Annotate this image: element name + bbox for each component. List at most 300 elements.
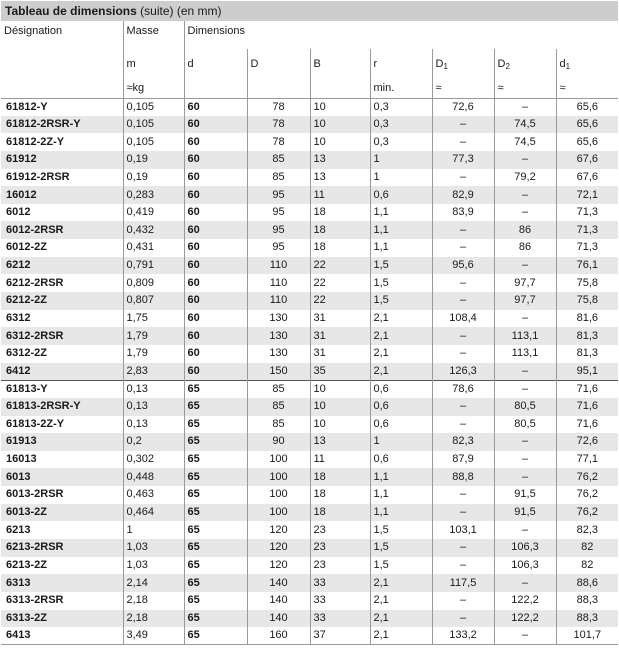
cell-D: 140 <box>247 574 310 592</box>
cell-D: 95 <box>247 239 310 257</box>
cell-r: 1,1 <box>370 504 432 522</box>
cell-B: 37 <box>310 627 370 645</box>
cell-D1: 72,6 <box>432 98 494 116</box>
cell-D1: – <box>432 539 494 557</box>
dimensions-table <box>1 21 618 645</box>
cell-d1: 101,7 <box>556 627 618 645</box>
cell-B: 31 <box>310 345 370 363</box>
cell-r: 2,1 <box>370 574 432 592</box>
cell-D2: – <box>494 574 556 592</box>
cell-masse: 0,105 <box>123 116 184 134</box>
cell-D: 85 <box>247 380 310 398</box>
cell-D1: – <box>432 274 494 292</box>
cell-D: 120 <box>247 557 310 575</box>
cell-B: 18 <box>310 468 370 486</box>
cell-d: 65 <box>184 627 247 645</box>
cell-d1: 76,2 <box>556 486 618 504</box>
cell-D: 78 <box>247 133 310 151</box>
table-row <box>1 327 618 345</box>
cell-D2: 97,7 <box>494 274 556 292</box>
cell-B: 23 <box>310 521 370 539</box>
cell-D: 100 <box>247 486 310 504</box>
cell-r: 2,1 <box>370 345 432 363</box>
table-row <box>1 292 618 310</box>
cell-B: 10 <box>310 380 370 398</box>
cell-B: 33 <box>310 610 370 628</box>
cell-D1: – <box>432 292 494 310</box>
cell-d1: 71,3 <box>556 221 618 239</box>
cell-d1: 81,6 <box>556 310 618 328</box>
table-row <box>1 486 618 504</box>
cell-D2: 86 <box>494 239 556 257</box>
cell-d: 60 <box>184 363 247 381</box>
cell-d: 65 <box>184 486 247 504</box>
cell-r: 1,5 <box>370 557 432 575</box>
header-D2-main: D <box>497 58 506 70</box>
cell-D1: – <box>432 239 494 257</box>
cell-masse: 0,419 <box>123 204 184 222</box>
cell-masse: 0,19 <box>123 151 184 169</box>
header-row-1 <box>1 21 618 49</box>
cell-masse: 2,83 <box>123 363 184 381</box>
cell-r: 0,3 <box>370 133 432 151</box>
cell-designation: 6013-2Z <box>1 504 123 522</box>
cell-d1: 71,3 <box>556 204 618 222</box>
cell-d: 60 <box>184 274 247 292</box>
table-row <box>1 133 618 151</box>
cell-D1: 83,9 <box>432 204 494 222</box>
cell-d1: 88,3 <box>556 610 618 628</box>
table-row <box>1 521 618 539</box>
header-d1-main: d <box>559 58 566 70</box>
cell-D1: – <box>432 592 494 610</box>
table-row <box>1 398 618 416</box>
cell-masse: 0,283 <box>123 186 184 204</box>
cell-masse: 1,03 <box>123 539 184 557</box>
header-D2-approx: ≈ <box>494 79 556 98</box>
cell-D2: – <box>494 310 556 328</box>
cell-D1: 77,3 <box>432 151 494 169</box>
cell-designation: 6312-2RSR <box>1 327 123 345</box>
cell-d1: 82 <box>556 539 618 557</box>
cell-D1: 82,3 <box>432 433 494 451</box>
cell-B: 35 <box>310 363 370 381</box>
cell-D2: 91,5 <box>494 486 556 504</box>
cell-masse: 0,19 <box>123 169 184 187</box>
cell-B: 10 <box>310 133 370 151</box>
cell-D2: 74,5 <box>494 133 556 151</box>
cell-r: 0,6 <box>370 398 432 416</box>
cell-B: 22 <box>310 292 370 310</box>
cell-D1: 88,8 <box>432 468 494 486</box>
cell-designation: 61912-2RSR <box>1 169 123 187</box>
cell-designation: 6013-2RSR <box>1 486 123 504</box>
cell-D2: – <box>494 204 556 222</box>
cell-d: 65 <box>184 521 247 539</box>
cell-D: 110 <box>247 292 310 310</box>
table-row <box>1 116 618 134</box>
cell-D: 110 <box>247 257 310 275</box>
cell-B: 31 <box>310 310 370 328</box>
cell-B: 18 <box>310 239 370 257</box>
cell-masse: 0,2 <box>123 433 184 451</box>
cell-d1: 75,8 <box>556 292 618 310</box>
cell-D1: 133,2 <box>432 627 494 645</box>
cell-d: 65 <box>184 451 247 469</box>
cell-d1: 88,6 <box>556 574 618 592</box>
cell-D2: 80,5 <box>494 416 556 434</box>
cell-r: 1 <box>370 433 432 451</box>
table-row <box>1 610 618 628</box>
cell-D2: 122,2 <box>494 610 556 628</box>
cell-d1: 65,6 <box>556 133 618 151</box>
cell-B: 33 <box>310 592 370 610</box>
cell-d: 65 <box>184 592 247 610</box>
cell-d: 65 <box>184 504 247 522</box>
cell-D1: 78,6 <box>432 380 494 398</box>
cell-D1: 108,4 <box>432 310 494 328</box>
cell-d: 65 <box>184 539 247 557</box>
cell-r: 1 <box>370 151 432 169</box>
cell-d: 65 <box>184 416 247 434</box>
cell-B: 13 <box>310 433 370 451</box>
cell-designation: 16013 <box>1 451 123 469</box>
cell-d: 60 <box>184 169 247 187</box>
cell-d: 65 <box>184 610 247 628</box>
header-r: r <box>370 49 432 79</box>
cell-r: 0,6 <box>370 186 432 204</box>
cell-D2: – <box>494 98 556 116</box>
cell-masse: 0,463 <box>123 486 184 504</box>
table-row <box>1 169 618 187</box>
header-designation: Désignation <box>1 21 123 49</box>
cell-masse: 1 <box>123 521 184 539</box>
cell-masse: 0,13 <box>123 416 184 434</box>
cell-d1: 75,8 <box>556 274 618 292</box>
cell-r: 0,6 <box>370 451 432 469</box>
cell-d: 60 <box>184 204 247 222</box>
cell-masse: 0,302 <box>123 451 184 469</box>
cell-designation: 6212-2Z <box>1 292 123 310</box>
cell-D2: – <box>494 151 556 169</box>
cell-r: 0,6 <box>370 380 432 398</box>
cell-D1: – <box>432 398 494 416</box>
cell-designation: 6013 <box>1 468 123 486</box>
cell-D1: 87,9 <box>432 451 494 469</box>
cell-D1: 117,5 <box>432 574 494 592</box>
cell-D2: 79,2 <box>494 169 556 187</box>
cell-B: 11 <box>310 186 370 204</box>
header-D1-main: D <box>435 58 444 70</box>
header-d1 <box>556 49 618 79</box>
cell-d: 65 <box>184 574 247 592</box>
cell-D: 100 <box>247 468 310 486</box>
cell-masse: 0,791 <box>123 257 184 275</box>
table-row <box>1 539 618 557</box>
cell-designation: 61813-Y <box>1 380 123 398</box>
cell-d1: 82 <box>556 557 618 575</box>
cell-D1: 103,1 <box>432 521 494 539</box>
cell-designation: 61913 <box>1 433 123 451</box>
cell-D1: – <box>432 557 494 575</box>
cell-D2: 80,5 <box>494 398 556 416</box>
cell-masse: 2,14 <box>123 574 184 592</box>
cell-r: 1,5 <box>370 292 432 310</box>
cell-designation: 6413 <box>1 627 123 645</box>
cell-d1: 81,3 <box>556 327 618 345</box>
cell-d: 65 <box>184 557 247 575</box>
table-row <box>1 239 618 257</box>
table-row <box>1 451 618 469</box>
cell-B: 10 <box>310 98 370 116</box>
table-row <box>1 380 618 398</box>
cell-D1: – <box>432 221 494 239</box>
table-row <box>1 257 618 275</box>
cell-r: 0,6 <box>370 416 432 434</box>
cell-d1: 67,6 <box>556 151 618 169</box>
cell-D: 95 <box>247 221 310 239</box>
header-d1-sub: 1 <box>565 62 571 71</box>
cell-D: 85 <box>247 398 310 416</box>
cell-designation: 6012-2RSR <box>1 221 123 239</box>
cell-B: 10 <box>310 116 370 134</box>
cell-d: 65 <box>184 398 247 416</box>
table-title-rest: (suite) (en mm) <box>136 4 222 18</box>
header-D: D <box>247 49 310 79</box>
cell-designation: 61812-2Z-Y <box>1 133 123 151</box>
cell-D: 85 <box>247 151 310 169</box>
header-row-3 <box>1 79 618 98</box>
cell-D1: – <box>432 169 494 187</box>
header-m: m <box>123 49 184 79</box>
cell-r: 2,1 <box>370 327 432 345</box>
cell-designation: 16012 <box>1 186 123 204</box>
cell-D: 140 <box>247 592 310 610</box>
cell-D: 100 <box>247 504 310 522</box>
cell-r: 0,3 <box>370 116 432 134</box>
cell-B: 18 <box>310 221 370 239</box>
cell-B: 10 <box>310 416 370 434</box>
cell-r: 1,1 <box>370 468 432 486</box>
cell-D2: 74,5 <box>494 116 556 134</box>
cell-B: 18 <box>310 504 370 522</box>
cell-d: 60 <box>184 257 247 275</box>
cell-D2: – <box>494 380 556 398</box>
cell-masse: 0,105 <box>123 98 184 116</box>
cell-D2: 106,3 <box>494 539 556 557</box>
cell-D: 100 <box>247 451 310 469</box>
header-r-min: min. <box>370 79 432 98</box>
cell-d: 65 <box>184 433 247 451</box>
cell-d: 60 <box>184 98 247 116</box>
cell-masse: 0,448 <box>123 468 184 486</box>
cell-d1: 65,6 <box>556 116 618 134</box>
cell-d1: 71,6 <box>556 380 618 398</box>
cell-d1: 81,3 <box>556 345 618 363</box>
cell-d1: 67,6 <box>556 169 618 187</box>
cell-D2: – <box>494 468 556 486</box>
cell-D1: 95,6 <box>432 257 494 275</box>
header-B: B <box>310 49 370 79</box>
cell-D: 85 <box>247 169 310 187</box>
cell-masse: 0,464 <box>123 504 184 522</box>
table-row <box>1 363 618 381</box>
table-row <box>1 221 618 239</box>
cell-d: 60 <box>184 186 247 204</box>
cell-D2: 97,7 <box>494 292 556 310</box>
cell-r: 2,1 <box>370 363 432 381</box>
table-row <box>1 416 618 434</box>
cell-r: 1,1 <box>370 486 432 504</box>
cell-masse: 0,105 <box>123 133 184 151</box>
cell-r: 1,5 <box>370 274 432 292</box>
cell-D: 140 <box>247 610 310 628</box>
cell-designation: 6012-2Z <box>1 239 123 257</box>
cell-D2: – <box>494 257 556 275</box>
cell-d1: 65,6 <box>556 98 618 116</box>
cell-designation: 6312-2Z <box>1 345 123 363</box>
header-D1-approx: ≈ <box>432 79 494 98</box>
dimensions-table-panel <box>1 1 618 645</box>
table-row <box>1 345 618 363</box>
cell-B: 11 <box>310 451 370 469</box>
cell-designation: 6213-2Z <box>1 557 123 575</box>
header-d: d <box>184 49 247 79</box>
cell-d1: 72,1 <box>556 186 618 204</box>
cell-D1: – <box>432 345 494 363</box>
cell-d1: 76,1 <box>556 257 618 275</box>
cell-r: 2,1 <box>370 610 432 628</box>
cell-D: 130 <box>247 310 310 328</box>
cell-designation: 6212-2RSR <box>1 274 123 292</box>
table-row <box>1 592 618 610</box>
cell-D1: – <box>432 133 494 151</box>
cell-d: 60 <box>184 292 247 310</box>
cell-D2: – <box>494 186 556 204</box>
header-d1-approx: ≈ <box>556 79 618 98</box>
cell-designation: 6412 <box>1 363 123 381</box>
cell-B: 23 <box>310 557 370 575</box>
header-B-unit <box>310 79 370 98</box>
header-d-unit <box>184 79 247 98</box>
cell-D: 85 <box>247 416 310 434</box>
cell-d1: 88,3 <box>556 592 618 610</box>
cell-D2: 122,2 <box>494 592 556 610</box>
cell-d: 60 <box>184 133 247 151</box>
cell-D2: 86 <box>494 221 556 239</box>
cell-B: 18 <box>310 204 370 222</box>
cell-d1: 82,3 <box>556 521 618 539</box>
cell-d1: 71,6 <box>556 416 618 434</box>
cell-B: 13 <box>310 151 370 169</box>
cell-r: 1 <box>370 169 432 187</box>
cell-D1: 82,9 <box>432 186 494 204</box>
cell-designation: 6012 <box>1 204 123 222</box>
cell-r: 1,1 <box>370 239 432 257</box>
cell-r: 1,5 <box>370 521 432 539</box>
cell-D: 95 <box>247 204 310 222</box>
cell-masse: 1,03 <box>123 557 184 575</box>
cell-D2: – <box>494 521 556 539</box>
cell-designation: 61813-2Z-Y <box>1 416 123 434</box>
header-D1 <box>432 49 494 79</box>
cell-r: 0,3 <box>370 98 432 116</box>
cell-D1: – <box>432 486 494 504</box>
cell-D: 95 <box>247 186 310 204</box>
cell-masse: 0,807 <box>123 292 184 310</box>
cell-D2: 113,1 <box>494 327 556 345</box>
cell-D: 120 <box>247 521 310 539</box>
table-row <box>1 274 618 292</box>
table-row <box>1 468 618 486</box>
table-body <box>1 98 618 645</box>
cell-D: 78 <box>247 116 310 134</box>
header-dimensions: Dimensions <box>184 21 618 49</box>
cell-D: 130 <box>247 345 310 363</box>
cell-D2: – <box>494 363 556 381</box>
header-masse: Masse <box>123 21 184 49</box>
cell-B: 23 <box>310 539 370 557</box>
cell-D1: – <box>432 327 494 345</box>
cell-masse: 0,809 <box>123 274 184 292</box>
cell-masse: 1,79 <box>123 345 184 363</box>
cell-masse: 1,79 <box>123 327 184 345</box>
cell-masse: 2,18 <box>123 592 184 610</box>
cell-B: 22 <box>310 274 370 292</box>
cell-masse: 3,49 <box>123 627 184 645</box>
cell-r: 2,1 <box>370 592 432 610</box>
cell-d: 65 <box>184 380 247 398</box>
cell-D1: – <box>432 116 494 134</box>
cell-d1: 72,6 <box>556 433 618 451</box>
table-row <box>1 186 618 204</box>
table-row <box>1 151 618 169</box>
cell-d1: 76,2 <box>556 468 618 486</box>
cell-designation: 6213-2RSR <box>1 539 123 557</box>
cell-designation: 61813-2RSR-Y <box>1 398 123 416</box>
cell-designation: 61912 <box>1 151 123 169</box>
cell-d: 60 <box>184 327 247 345</box>
header-D1-sub: 1 <box>443 62 448 71</box>
cell-d1: 71,3 <box>556 239 618 257</box>
cell-D2: 91,5 <box>494 504 556 522</box>
cell-masse: 2,18 <box>123 610 184 628</box>
cell-d: 60 <box>184 151 247 169</box>
cell-D2: 113,1 <box>494 345 556 363</box>
table-row <box>1 574 618 592</box>
cell-designation: 6313-2Z <box>1 610 123 628</box>
cell-r: 1,1 <box>370 204 432 222</box>
cell-d1: 76,2 <box>556 504 618 522</box>
cell-B: 33 <box>310 574 370 592</box>
cell-designation: 6213 <box>1 521 123 539</box>
header-approx-kg: ≈kg <box>123 79 184 98</box>
cell-r: 1,5 <box>370 539 432 557</box>
table-row <box>1 310 618 328</box>
cell-masse: 0,432 <box>123 221 184 239</box>
header-D-unit <box>247 79 310 98</box>
cell-designation: 6212 <box>1 257 123 275</box>
cell-designation: 6313 <box>1 574 123 592</box>
cell-D: 120 <box>247 539 310 557</box>
table-row <box>1 433 618 451</box>
table-row <box>1 627 618 645</box>
cell-D2: – <box>494 433 556 451</box>
cell-B: 22 <box>310 257 370 275</box>
cell-D1: 126,3 <box>432 363 494 381</box>
cell-D2: – <box>494 627 556 645</box>
cell-r: 1,1 <box>370 221 432 239</box>
